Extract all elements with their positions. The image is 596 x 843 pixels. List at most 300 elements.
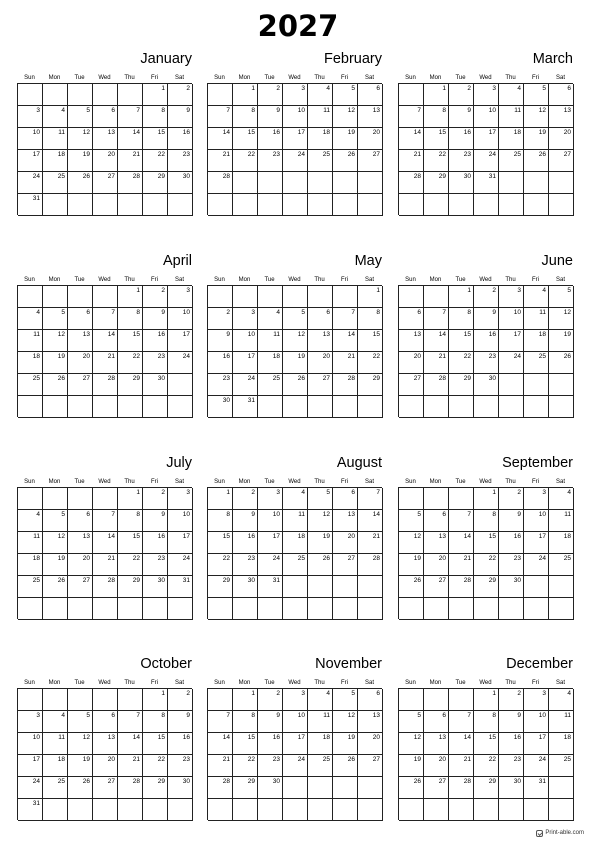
day-cell xyxy=(118,488,143,510)
day-cell xyxy=(208,510,233,532)
weekday-label: Mon xyxy=(48,479,61,485)
day-cell xyxy=(549,689,574,711)
day-cell xyxy=(208,799,233,821)
day-number: 30 xyxy=(157,577,165,584)
day-number: 26 xyxy=(347,151,355,158)
day-cell xyxy=(524,532,549,554)
day-number: 16 xyxy=(182,129,190,136)
day-cell xyxy=(208,308,233,330)
day-number: 21 xyxy=(372,533,380,540)
day-number: 19 xyxy=(413,555,421,562)
day-cell xyxy=(233,374,258,396)
month-name: November xyxy=(315,656,382,672)
day-cell xyxy=(308,576,333,598)
day-cell xyxy=(93,396,118,418)
day-number: 6 xyxy=(86,511,90,518)
day-cell xyxy=(499,576,524,598)
day-cell xyxy=(399,374,424,396)
day-cell xyxy=(449,150,474,172)
day-cell xyxy=(283,352,308,374)
day-cell xyxy=(549,150,574,172)
day-grid xyxy=(398,83,573,215)
day-cell xyxy=(499,554,524,576)
day-cell xyxy=(283,84,308,106)
day-cell xyxy=(93,711,118,733)
day-cell xyxy=(168,598,193,620)
day-number: 6 xyxy=(111,107,115,114)
weekday-label: Sun xyxy=(405,680,416,686)
weekday-label: Mon xyxy=(48,680,61,686)
day-cell xyxy=(333,396,358,418)
day-cell xyxy=(424,711,449,733)
day-cell xyxy=(93,128,118,150)
day-number: 7 xyxy=(467,511,471,518)
day-number: 8 xyxy=(136,511,140,518)
day-number: 20 xyxy=(563,129,571,136)
day-cell xyxy=(233,711,258,733)
day-cell xyxy=(93,576,118,598)
day-cell xyxy=(18,799,43,821)
day-number: 11 xyxy=(58,734,65,741)
day-number: 2 xyxy=(517,489,521,496)
day-cell xyxy=(93,194,118,216)
day-cell xyxy=(474,330,499,352)
day-number: 25 xyxy=(297,555,305,562)
day-cell xyxy=(43,576,68,598)
day-number: 7 xyxy=(111,309,115,316)
day-number: 10 xyxy=(513,309,521,316)
day-number: 29 xyxy=(438,173,446,180)
day-cell xyxy=(233,128,258,150)
weekday-label: Sat xyxy=(555,75,565,81)
day-cell xyxy=(358,194,383,216)
day-number: 6 xyxy=(376,85,380,92)
weekday-header xyxy=(17,678,192,688)
day-cell xyxy=(424,576,449,598)
day-cell xyxy=(93,598,118,620)
day-number: 21 xyxy=(413,151,421,158)
weekday-label: Sat xyxy=(364,75,374,81)
day-number: 28 xyxy=(463,778,471,785)
day-number: 2 xyxy=(186,690,190,697)
day-cell xyxy=(449,576,474,598)
day-number: 26 xyxy=(57,577,65,584)
day-number: 13 xyxy=(438,734,446,741)
day-cell xyxy=(118,286,143,308)
day-number: 2 xyxy=(161,489,165,496)
weekday-label: Sat xyxy=(174,680,184,686)
day-number: 28 xyxy=(463,577,471,584)
day-grid xyxy=(398,285,573,417)
day-cell xyxy=(358,84,383,106)
day-cell xyxy=(208,598,233,620)
day-number: 7 xyxy=(376,489,380,496)
day-grid xyxy=(398,487,573,619)
day-cell xyxy=(449,799,474,821)
day-cell xyxy=(168,150,193,172)
day-cell xyxy=(43,194,68,216)
day-number: 29 xyxy=(157,173,165,180)
day-cell xyxy=(68,128,93,150)
brand-name: Print-able.com xyxy=(545,830,584,836)
day-cell xyxy=(43,330,68,352)
weekday-header xyxy=(207,477,382,487)
day-cell xyxy=(424,510,449,532)
day-cell xyxy=(499,330,524,352)
day-cell xyxy=(549,576,574,598)
weekday-label: Sun xyxy=(405,479,416,485)
day-cell xyxy=(549,352,574,374)
weekday-header xyxy=(17,477,192,487)
day-cell xyxy=(283,374,308,396)
day-number: 3 xyxy=(542,489,546,496)
day-cell xyxy=(93,84,118,106)
day-cell xyxy=(208,576,233,598)
day-number: 29 xyxy=(247,778,255,785)
day-number: 5 xyxy=(417,712,421,719)
day-number: 7 xyxy=(226,712,230,719)
day-cell xyxy=(283,128,308,150)
day-number: 3 xyxy=(517,287,521,294)
day-cell xyxy=(499,598,524,620)
day-number: 18 xyxy=(297,533,305,540)
day-cell xyxy=(399,598,424,620)
day-cell xyxy=(43,106,68,128)
day-cell xyxy=(43,755,68,777)
day-cell xyxy=(308,150,333,172)
day-cell xyxy=(208,374,233,396)
weekday-label: Wed xyxy=(98,277,111,283)
day-number: 29 xyxy=(132,577,140,584)
day-number: 4 xyxy=(36,511,40,518)
day-cell xyxy=(333,172,358,194)
day-cell xyxy=(93,286,118,308)
weekday-label: Tue xyxy=(455,479,466,485)
day-number: 17 xyxy=(297,129,305,136)
day-number: 4 xyxy=(326,85,330,92)
day-cell xyxy=(68,799,93,821)
day-number: 3 xyxy=(36,712,40,719)
day-cell xyxy=(424,352,449,374)
day-cell xyxy=(333,352,358,374)
weekday-label: Sun xyxy=(405,75,416,81)
day-cell xyxy=(424,598,449,620)
day-cell xyxy=(308,598,333,620)
weekday-label: Sat xyxy=(555,479,565,485)
day-cell xyxy=(524,396,549,418)
day-cell xyxy=(549,172,574,194)
day-number: 13 xyxy=(413,331,421,338)
day-cell xyxy=(424,106,449,128)
day-number: 28 xyxy=(222,778,230,785)
weekday-label: Tue xyxy=(455,75,466,81)
day-number: 10 xyxy=(538,712,546,719)
day-number: 25 xyxy=(563,555,571,562)
day-cell xyxy=(499,194,524,216)
day-number: 8 xyxy=(136,309,140,316)
day-cell xyxy=(474,532,499,554)
day-cell xyxy=(233,84,258,106)
day-number: 19 xyxy=(413,756,421,763)
month-name: May xyxy=(354,253,382,269)
day-cell xyxy=(43,84,68,106)
day-number: 30 xyxy=(247,577,255,584)
day-number: 3 xyxy=(276,489,280,496)
day-number: 20 xyxy=(438,756,446,763)
day-number: 18 xyxy=(322,734,330,741)
day-cell xyxy=(424,755,449,777)
day-number: 27 xyxy=(107,778,115,785)
day-cell xyxy=(399,286,424,308)
day-number: 10 xyxy=(182,511,190,518)
day-number: 20 xyxy=(322,353,330,360)
day-cell xyxy=(449,308,474,330)
day-grid xyxy=(17,487,192,619)
day-cell xyxy=(333,194,358,216)
day-number: 28 xyxy=(413,173,421,180)
day-cell xyxy=(549,330,574,352)
day-cell xyxy=(258,755,283,777)
day-cell xyxy=(118,84,143,106)
day-cell xyxy=(524,150,549,172)
day-cell xyxy=(308,554,333,576)
day-number: 29 xyxy=(463,375,471,382)
day-number: 10 xyxy=(297,712,305,719)
day-cell xyxy=(358,689,383,711)
day-number: 20 xyxy=(107,756,115,763)
day-cell xyxy=(168,286,193,308)
day-number: 19 xyxy=(57,555,65,562)
day-cell xyxy=(68,172,93,194)
day-cell xyxy=(499,352,524,374)
day-cell xyxy=(449,374,474,396)
day-number: 12 xyxy=(347,712,355,719)
month-name: January xyxy=(140,51,192,67)
day-number: 5 xyxy=(61,309,65,316)
day-number: 28 xyxy=(132,173,140,180)
day-cell xyxy=(499,711,524,733)
day-number: 27 xyxy=(563,151,571,158)
day-number: 20 xyxy=(107,151,115,158)
day-cell xyxy=(308,286,333,308)
day-cell xyxy=(474,755,499,777)
day-cell xyxy=(474,352,499,374)
weekday-label: Mon xyxy=(238,75,251,81)
day-number: 7 xyxy=(136,712,140,719)
weekday-label: Thu xyxy=(314,277,325,283)
day-number: 9 xyxy=(276,107,280,114)
day-cell xyxy=(283,554,308,576)
weekday-label: Sat xyxy=(555,680,565,686)
day-number: 22 xyxy=(222,555,230,562)
day-cell xyxy=(168,799,193,821)
day-cell xyxy=(143,755,168,777)
weekday-label: Mon xyxy=(429,479,442,485)
day-cell xyxy=(424,330,449,352)
day-number: 2 xyxy=(276,690,280,697)
day-number: 27 xyxy=(82,375,90,382)
day-number: 21 xyxy=(222,151,230,158)
day-number: 28 xyxy=(107,577,115,584)
day-cell xyxy=(43,510,68,532)
day-number: 16 xyxy=(182,734,190,741)
day-number: 12 xyxy=(347,107,355,114)
weekday-label: Thu xyxy=(505,75,516,81)
day-cell xyxy=(143,689,168,711)
day-number: 22 xyxy=(438,151,446,158)
day-cell xyxy=(474,128,499,150)
day-cell xyxy=(333,799,358,821)
day-number: 17 xyxy=(32,151,40,158)
day-number: 14 xyxy=(132,129,140,136)
day-number: 25 xyxy=(57,778,65,785)
day-number: 26 xyxy=(82,173,90,180)
day-number: 17 xyxy=(182,331,190,338)
day-cell xyxy=(283,308,308,330)
day-cell xyxy=(308,532,333,554)
day-number: 4 xyxy=(326,690,330,697)
day-number: 24 xyxy=(247,375,255,382)
day-cell xyxy=(474,396,499,418)
day-cell xyxy=(118,598,143,620)
day-cell xyxy=(308,106,333,128)
day-number: 17 xyxy=(182,533,190,540)
day-cell xyxy=(308,488,333,510)
day-cell xyxy=(168,755,193,777)
day-number: 20 xyxy=(347,533,355,540)
day-number: 21 xyxy=(132,151,140,158)
month-name: December xyxy=(506,656,573,672)
day-number: 12 xyxy=(563,309,571,316)
weekday-label: Fri xyxy=(151,277,158,283)
day-number: 29 xyxy=(157,778,165,785)
day-cell xyxy=(399,330,424,352)
day-cell xyxy=(168,308,193,330)
day-number: 1 xyxy=(442,85,446,92)
day-number: 9 xyxy=(492,309,496,316)
day-cell xyxy=(499,128,524,150)
day-cell xyxy=(449,352,474,374)
day-number: 9 xyxy=(467,107,471,114)
day-cell xyxy=(118,532,143,554)
day-cell xyxy=(358,128,383,150)
day-cell xyxy=(93,172,118,194)
day-cell xyxy=(549,396,574,418)
day-cell xyxy=(143,286,168,308)
day-number: 31 xyxy=(32,800,40,807)
day-number: 16 xyxy=(222,353,230,360)
day-cell xyxy=(333,554,358,576)
day-number: 30 xyxy=(157,375,165,382)
day-number: 27 xyxy=(413,375,421,382)
day-cell xyxy=(168,733,193,755)
day-cell xyxy=(18,128,43,150)
day-cell xyxy=(283,194,308,216)
weekday-label: Fri xyxy=(341,75,348,81)
day-number: 2 xyxy=(186,85,190,92)
day-number: 23 xyxy=(222,375,230,382)
day-cell xyxy=(333,150,358,172)
day-cell xyxy=(474,799,499,821)
day-cell xyxy=(118,396,143,418)
day-cell xyxy=(143,510,168,532)
day-cell xyxy=(143,777,168,799)
weekday-header xyxy=(398,73,573,83)
day-cell xyxy=(168,488,193,510)
day-grid xyxy=(17,83,192,215)
day-number: 26 xyxy=(322,555,330,562)
day-cell xyxy=(399,396,424,418)
day-cell xyxy=(308,755,333,777)
day-number: 4 xyxy=(61,712,65,719)
weekday-header xyxy=(17,275,192,285)
day-cell xyxy=(143,84,168,106)
day-cell xyxy=(308,308,333,330)
day-number: 21 xyxy=(107,353,115,360)
day-number: 7 xyxy=(417,107,421,114)
day-cell xyxy=(18,488,43,510)
day-cell xyxy=(333,106,358,128)
day-cell xyxy=(68,733,93,755)
day-number: 6 xyxy=(376,690,380,697)
day-cell xyxy=(168,689,193,711)
day-cell xyxy=(258,330,283,352)
day-cell xyxy=(233,172,258,194)
weekday-label: Thu xyxy=(314,75,325,81)
weekday-label: Thu xyxy=(124,75,135,81)
day-cell xyxy=(308,194,333,216)
day-number: 31 xyxy=(182,577,190,584)
day-number: 7 xyxy=(467,712,471,719)
day-cell xyxy=(549,308,574,330)
day-cell xyxy=(358,488,383,510)
day-number: 29 xyxy=(372,375,380,382)
day-cell xyxy=(208,286,233,308)
day-number: 13 xyxy=(438,533,446,540)
day-cell xyxy=(308,689,333,711)
day-number: 2 xyxy=(467,85,471,92)
day-number: 22 xyxy=(247,151,255,158)
day-cell xyxy=(18,689,43,711)
day-cell xyxy=(474,598,499,620)
day-number: 1 xyxy=(492,489,496,496)
day-cell xyxy=(43,733,68,755)
day-number: 14 xyxy=(413,129,421,136)
day-number: 13 xyxy=(107,734,115,741)
day-cell xyxy=(524,576,549,598)
day-cell xyxy=(68,308,93,330)
day-number: 20 xyxy=(372,129,380,136)
weekday-label: Fri xyxy=(341,680,348,686)
day-number: 5 xyxy=(542,85,546,92)
day-cell xyxy=(358,150,383,172)
day-cell xyxy=(208,128,233,150)
day-cell xyxy=(358,733,383,755)
day-cell xyxy=(68,396,93,418)
weekday-label: Thu xyxy=(124,479,135,485)
day-number: 17 xyxy=(538,734,546,741)
day-number: 8 xyxy=(161,712,165,719)
weekday-label: Tue xyxy=(74,479,85,485)
day-cell xyxy=(143,194,168,216)
day-cell xyxy=(283,330,308,352)
day-cell xyxy=(474,689,499,711)
day-number: 9 xyxy=(161,309,165,316)
day-cell xyxy=(499,308,524,330)
weekday-label: Mon xyxy=(238,479,251,485)
day-cell xyxy=(118,689,143,711)
weekday-label: Sun xyxy=(405,277,416,283)
